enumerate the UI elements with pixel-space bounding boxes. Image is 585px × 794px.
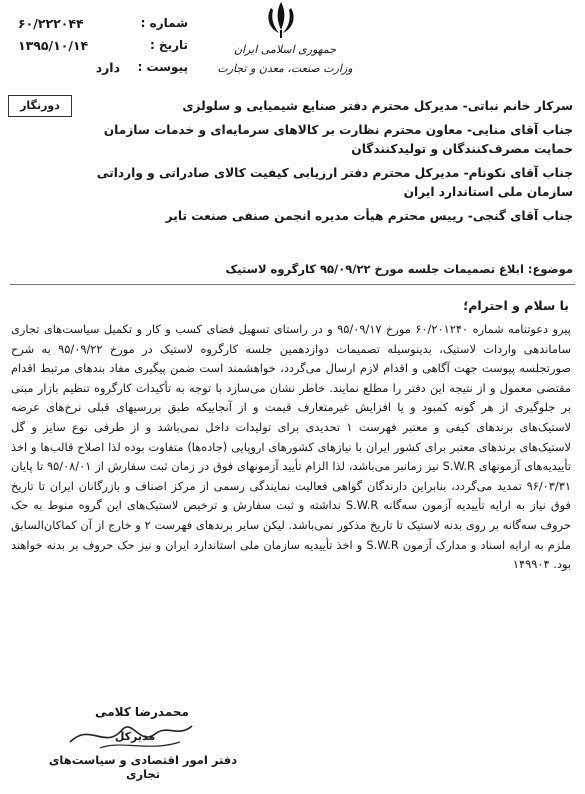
signatory-department: دفتر امور اقتصادی و سیاست‌های تجاری — [48, 753, 238, 781]
iran-emblem-icon — [262, 0, 300, 40]
date-label: تاریخ : — [149, 38, 188, 52]
body-paragraph: پیرو دعوتنامه شماره ۶۰/۲۰۱۲۴۰ مورخ ۹۵/۰۹/۱۷ و در راستای تسهیل فضای کسب و کار و تکمیل سیاست‌های تجاری ساماندهی واردات لاستیک، بدینوسیله تصمیمات دوازدهمین جلسه کارگروه لاستیک در مورخ ۹۵/۰۹/۲۲ به شرح صورتجلسه پیوست جهت آگاهی و اقدام لازم ارسال می‌گردد، خواهشمند است ضمن پیگیری مفاد بندهای مرتبط اقدام مقتضی معمول و از نتیجه این دفتر را مطلع نمایند. خاطر نشان می‌سازد با توجه به تأکیدات کارگروه تنظیم بازار مبنی بر جلوگیری از هر گونه کمبود و یا افزایش غیرمتعارف قیمت و از آنجاییکه طبق بررسیهای قبلی نرخ‌های عرضه لاستیک‌های برندهای کیفی و معتبر فهرست ۱ تحدیدی برای تولیدات داخل نمی‌باشد و از طرفی نوع سایز و گل لاستیک‌های برندهای معتبر برای کشور ایران با نیازهای کشورهای اروپایی (جاده‌ها) متفاوت بوده لذا اصلاح قالب‌ها و اخذ تأییدیه‌های آزمونهای S.W.R نیز زمانبر می‌باشد، لذا الزام تأیید آزمونهای فوق در زمان ثبت سفارش از ۹۵/۰۸/۰۱ تا پایان ۹۶/۰۳/۳۱ تمدید می‌گردد، بنابراین دارندگان گواهی فعالیت نمایندگی رسمی از مرکز اصناف و بازرگانان ایران تا تاریخ فوق نیاز به ارایه تأییدیه آزمون سه‌گانه S.W.R نداشته و ثبت سفارش و ترخیص لاستیک‌های این گروه منوط به حک حروف سه‌گانه بر روی بدنه لاستیک تا تاریخ مذکور نمی‌باشد. لیکن سایر برندهای فهرست ۲ و خارج از آن کماکان‌السابق ملزم به ارایه اسناد و مدارک آزمون S.W.R و اخذ تأییدیه سازمان ملی استاندارد ایران و نیز حک حروف بر بدنه خواهند بود. ۱۴۹۹۰۴ — [11, 322, 572, 572]
attachment-value: دارد — [95, 59, 120, 75]
recipient-line: جناب آقای منایی- معاون محترم نظارت بر کالاهای سرمایه‌ای و خدمات سازمان حمایت مصرف‌کنندگان و تولیدکنندگان — [103, 122, 573, 156]
number-label: شماره : — [140, 16, 188, 30]
recipient-line: سرکار خانم نباتی- مدیرکل محترم دفتر صنایع شیمیایی و سلولزی — [182, 99, 573, 113]
subject-line: موضوع: ابلاغ تصمیمات جلسه مورخ ۹۵/۰۹/۲۲ کارگروه لاستیک — [225, 262, 573, 276]
recipient-line: جناب آقای گنجی- رییس محترم هیأت مدیره انجمن صنفی صنعت تایر — [165, 208, 573, 223]
number-value: ۶۰/۲۲۲۰۴۴ — [18, 15, 84, 31]
recipients-block — [93, 97, 573, 230]
republic-name: جمهوری اسلامی ایران — [233, 43, 337, 56]
date-row — [18, 34, 188, 56]
ministry-name: وزارت صنعت، معدن و تجارت — [217, 62, 353, 75]
attachment-label: پیوست : — [137, 60, 188, 74]
divider — [10, 284, 575, 285]
government-heading — [205, 40, 365, 78]
signatory-name: محمدرضا کلامی — [95, 705, 189, 719]
recipient-line: جناب آقای نکونام- مدیرکل محترم دفتر ارزیابی کیفیت کالای صادراتی و وارداتی سازمان ملی استاندارد ایران — [96, 165, 573, 199]
number-row — [18, 12, 188, 34]
greeting: با سلام و احترام؛ — [463, 298, 569, 313]
signatory-title: مدیرکل — [114, 730, 156, 743]
letter-meta — [18, 12, 188, 78]
letter-body — [11, 320, 571, 575]
attachment-row — [18, 56, 188, 78]
fax-stamp: دورنگار — [8, 95, 72, 117]
date-value: ۱۳۹۵/۱۰/۱۴ — [18, 37, 89, 53]
